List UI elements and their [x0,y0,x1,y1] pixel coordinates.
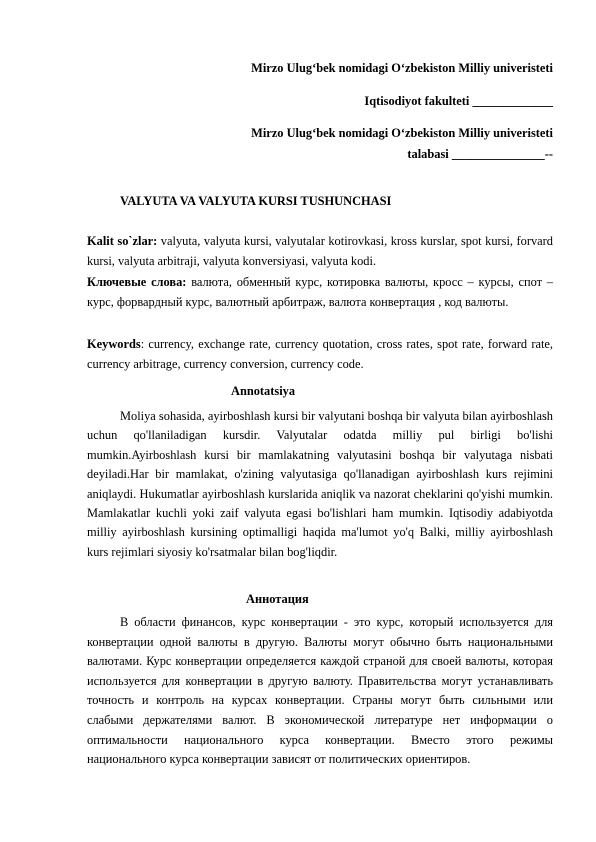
keywords-uz-text: valyuta, valyuta kursi, valyutalar kotirovkasi, kross kurslar, spot kursi, forvard kursi, valyuta arbitraji, valyuta konversiyasi, valyuta kodi. [87,234,553,268]
annotation-uz-body: Moliya sohasida, ayirboshlash kursi bir valyutani boshqa bir valyuta bilan ayirboshlash uchun qo'llaniladigan kursdir. Valyutalar odatda milliy pul birligi bo'lishi mumkin.Ayirboshlash kursi bir mamlakatning valyutasini boshqa bir valyutaga nisbati deyiladi.Har bir mamlakat, o'zining valyutasiga qo'llanadigan ayirboshlash kurs rejimini aniqlaydi. Hukumatlar ayirboshlash kurslarida aniqlik va nazorat cheklarini qo'yishi mumkin. Mamlakatlar kuchli yoki zaif valyuta egasi bo'lishlari ham mumkin. Iqtisodiy adabiyotda milliy ayirboshlash kursining optimalligi haqida ma'lumot yo'q Balki, milliy ayirboshlash kurs rejimlari siyosiy ko'rsatmalar bilan bog'liqdir. [87,409,553,559]
keywords-uz [87,231,553,271]
keywords-ru-text: валюта, обменный курс, котировка валюты, кросс – курсы, спот – курс, форвардный курс, валютный арбитраж, валюта конвертация , код валюты. [87,275,553,309]
annotation-uz-heading: Annotatsiya [231,384,296,398]
document-title: VALYUTA VA VALYUTA KURSI TUSHUNCHASI [120,194,392,208]
faculty-line: Iqtisodiyot fakulteti _____________ [364,94,553,108]
annotation-ru-heading: Аннотация [246,592,309,606]
keywords-ru [87,272,553,312]
student-line: talabasi _______________-- [407,147,553,161]
keywords-en-text: : currency, exchange rate, currency quotation, cross rates, spot rate, forward rate, currency arbitrage, currency conversion, currency code. [87,337,553,371]
keywords-uz-label: Kalit so`zlar: [87,234,158,248]
university-name-line-second: Mirzo Ulug‘bek nomidagi O‘zbekiston Milliy univeristeti [251,126,553,140]
annotation-ru-body: В области финансов, курс конвертации - это курс, который используется для конвертации одной валюты в другую. Валюты могут обычно быть национальными валютами. Курс конвертации определяется каждой страной для своей валюты, которая используется для конвертации в другую валюту. Правительства могут устанавливать точность и контроль на курсах конвертации. Страны могут быть сильными или слабыми держателями валют. В экономической литературе нет информации о оптимальности национального курса конвертации. Вместо этого режимы национального курса конвертации зависят от политических ориентиров. [87,615,553,767]
university-name-line: Mirzo Ulug‘bek nomidagi O‘zbekiston Milliy univeristeti [251,61,553,75]
keywords-en-label: Keywords [87,337,141,351]
keywords-ru-label: Ключевые слова: [87,275,187,289]
keywords-en [87,334,553,374]
